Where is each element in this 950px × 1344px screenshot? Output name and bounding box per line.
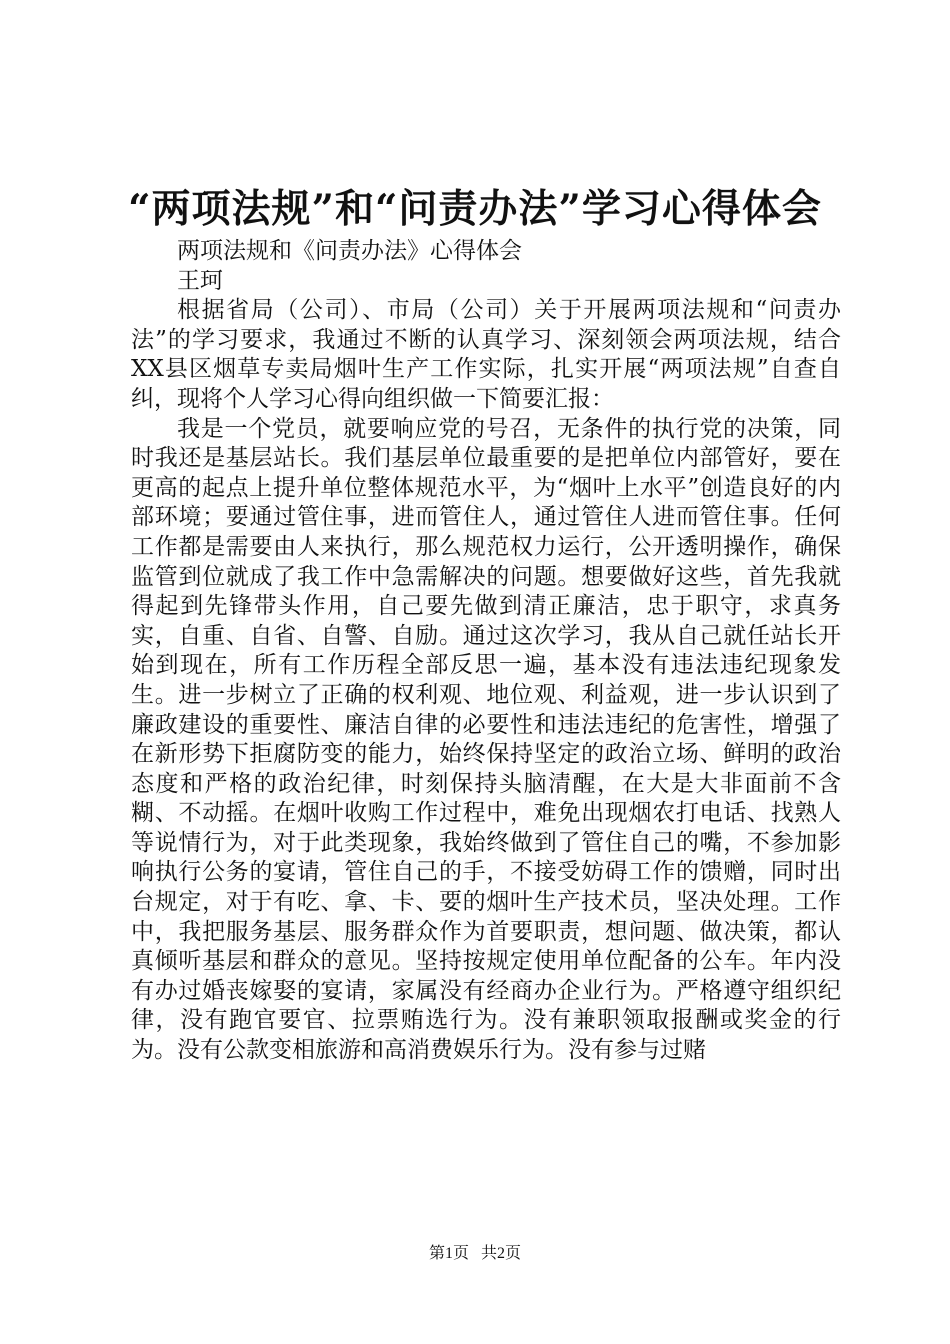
document-body [131, 237, 841, 1066]
page-footer [0, 1244, 950, 1264]
document-author: 王珂 [177, 267, 223, 294]
document-subtitle: 两项法规和《问责办法》心得体会 [177, 238, 522, 264]
page-number: 第1页 [428, 1245, 469, 1262]
paragraph: 我是一个党员，就要响应党的号召，无条件的执行党的决策，同时我还是基层站长。我们基层单位最重要的是把单位内部管好，要在更高的起点上提升单位整体规范水平，为“烟叶上水平”创造良好的内部环境；要通过管住事，进而管住人，通过管住人进而管住事。任何工作都是需要由人来执行，那么规范权力运行，公开透明操作，确保监管到位就成了我工作中急需解决的问题。想要做好这些，首先我就得起到先锋带头作用，自己要先做到清正廉洁，忠于职守，求真务实，自重、自省、自警、自励。通过这次学习，我从自己就任站长开始到现在，所有工作历程全部反思一遍，基本没有违法违纪现象发生。进一步树立了正确的权利观、地位观、利益观，进一步认识到了廉政建设的重要性、廉洁自律的必要性和违法违纪的危害性，增强了在新形势下拒腐防变的能力，始终保持坚定的政治立场、鲜明的政治态度和严格的政治纪律，时刻保持头脑清醒，在大是大非面前不含糊、不动摇。在烟叶收购工作过程中，难免出现烟农打电话、找熟人等说情行为，对于此类现象，我始终做到了管住自己的嘴，不参加影响执行公务的宴请，管住自己的手，不接受妨碍工作的馈赠，同时出台规定，对于有吃、拿、卡、要的烟叶生产技术员，坚决处理。工作中，我把服务基层、服务群众作为首要职责，想问题、做决策，都认真倾听基层和群众的意见。坚持按规定使用单位配备的公车。年内没有办过婚丧嫁娶的宴请，家属没有经商办企业行为。严格遵守组织纪律，没有跑官要官、拉票贿选行为。没有兼职领取报酬或奖金的行为。没有公款变相旅游和高消费娱乐行为。没有参与过赌 [131, 415, 841, 1064]
document-title: “两项法规”和“问责办法”学习心得体会 [128, 186, 822, 232]
page-total: 共2页 [481, 1245, 522, 1262]
paragraph: 根据省局（公司）、市局（公司）关于开展两项法规和“问责办法”的学习要求，我通过不断的认真学习、深刻领会两项法规，结合XX县区烟草专卖局烟叶生产工作实际，扎实开展“两项法规”自查自纠，现将个人学习心得向组织做一下简要汇报： [131, 297, 841, 412]
